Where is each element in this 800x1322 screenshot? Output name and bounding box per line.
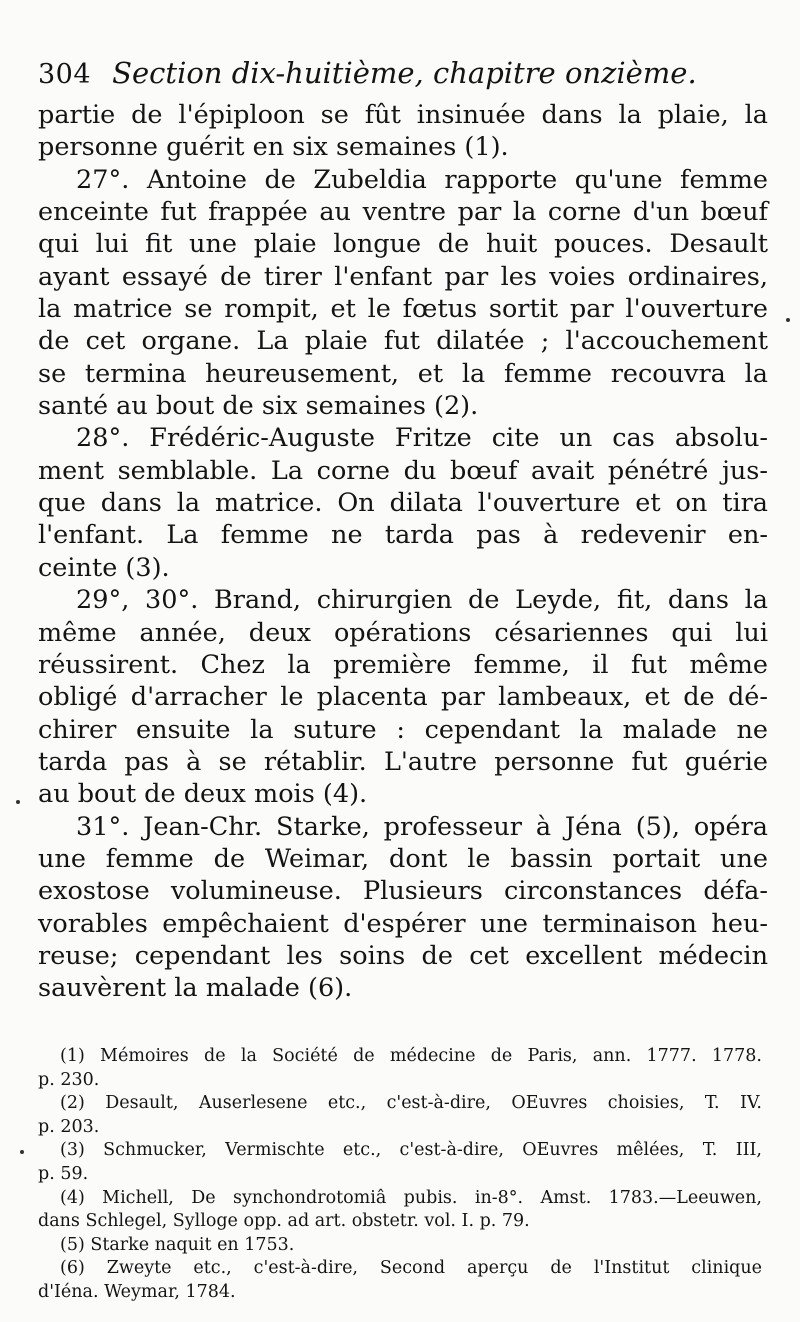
text-line: vorables empêchaient d'espérer une terminaison heu- [38, 908, 768, 939]
text-line: personne guérit en six semaines (1). [38, 132, 509, 163]
text-line: reuse; cependant les soins de cet excellent médecin [38, 940, 768, 971]
text-line: même année, deux opérations césariennes qui lui [38, 617, 768, 648]
text-line: que dans la matrice. On dilata l'ouverture et on tira [38, 488, 768, 519]
footnote-2: (2) Desault, Auserlesene etc., c'est-à-dire, OEuvres choisies, T. IV. [60, 1093, 762, 1114]
page-number: 304 [38, 59, 92, 90]
text-line: ceinte (3). [38, 552, 170, 583]
text-line: une femme de Weimar, dont le bassin portait une [38, 843, 768, 874]
text-line: réussirent. Chez la première femme, il fut même [38, 649, 768, 680]
paragraph-28-start: 28°. Frédéric-Auguste Fritze cite un cas absolu- [76, 423, 768, 454]
margin-speck [20, 1150, 24, 1154]
text-line: ment semblable. La corne du bœuf avait pénétré jus- [38, 455, 768, 486]
text-line: l'enfant. La femme ne tarda pas à redevenir en- [38, 520, 768, 551]
running-title: Section dix-huitième, chapitre onzième. [112, 56, 697, 90]
text-line: au bout de deux mois (4). [38, 779, 368, 810]
footnote-line: p. 203. [38, 1116, 100, 1137]
paragraph-27-start: 27°. Antoine de Zubeldia rapporte qu'une femme [76, 164, 768, 195]
margin-speck [16, 800, 20, 804]
footnote-1: (1) Mémoires de la Société de médecine de Paris, ann. 1777. 1778. [60, 1046, 762, 1066]
text-line: qui lui fit une plaie longue de huit pouces. Desault [38, 229, 768, 260]
main-text [38, 99, 768, 1005]
footnote-5: (5) Starke naquit en 1753. [60, 1234, 295, 1255]
footnotes [38, 1045, 762, 1305]
paragraph-31-start: 31°. Jean-Chr. Starke, professeur à Jéna (5), opéra [76, 811, 768, 842]
text-line: de cet organe. La plaie fut dilatée ; l'accouchement [38, 326, 768, 357]
footnote-line: dans Schlegel, Sylloge opp. ad art. obstetr. vol. I. p. 79. [38, 1211, 530, 1232]
footnote-4: (4) Michell, De synchondrotomiâ pubis. in-8°. Amst. 1783.—Leeuwen, [60, 1187, 762, 1208]
text-line: ayant essayé de tirer l'enfant par les voies ordinaires, [38, 261, 768, 292]
text-line: partie de l'épiploon se fût insinuée dans la plaie, la [38, 100, 768, 130]
text-line: sauvèrent la malade (6). [38, 973, 353, 1004]
text-line: chirer ensuite la suture : cependant la malade ne [38, 714, 768, 745]
footnote-line: p. 230. [38, 1069, 100, 1090]
text-line: obligé d'arracher le placenta par lambeaux, et de dé- [38, 682, 768, 713]
text-line: la matrice se rompit, et le fœtus sortit par l'ouverture [38, 294, 768, 325]
text-line: santé au bout de six semaines (2). [38, 391, 479, 422]
running-header [38, 56, 758, 100]
text-line: se termina heureusement, et la femme recouvra la [38, 358, 768, 389]
text-line: tarda pas à se rétablir. L'autre personne fut guérie [38, 746, 768, 777]
text-line: exostose volumineuse. Plusieurs circonstances défa- [38, 876, 768, 907]
footnote-line: p. 59. [38, 1163, 89, 1184]
footnote-3: (3) Schmucker, Vermischte etc., c'est-à-dire, OEuvres mêlées, T. III, [60, 1140, 762, 1161]
text-line: enceinte fut frappée au ventre par la corne d'un bœuf [38, 197, 768, 228]
paragraph-29-30-start: 29°, 30°. Brand, chirurgien de Leyde, fit, dans la [76, 585, 768, 616]
margin-speck [786, 318, 790, 322]
footnote-6: (6) Zweyte etc., c'est-à-dire, Second aperçu de l'Institut clinique [60, 1258, 762, 1279]
footnote-line: d'Iéna. Weymar, 1784. [38, 1281, 236, 1302]
